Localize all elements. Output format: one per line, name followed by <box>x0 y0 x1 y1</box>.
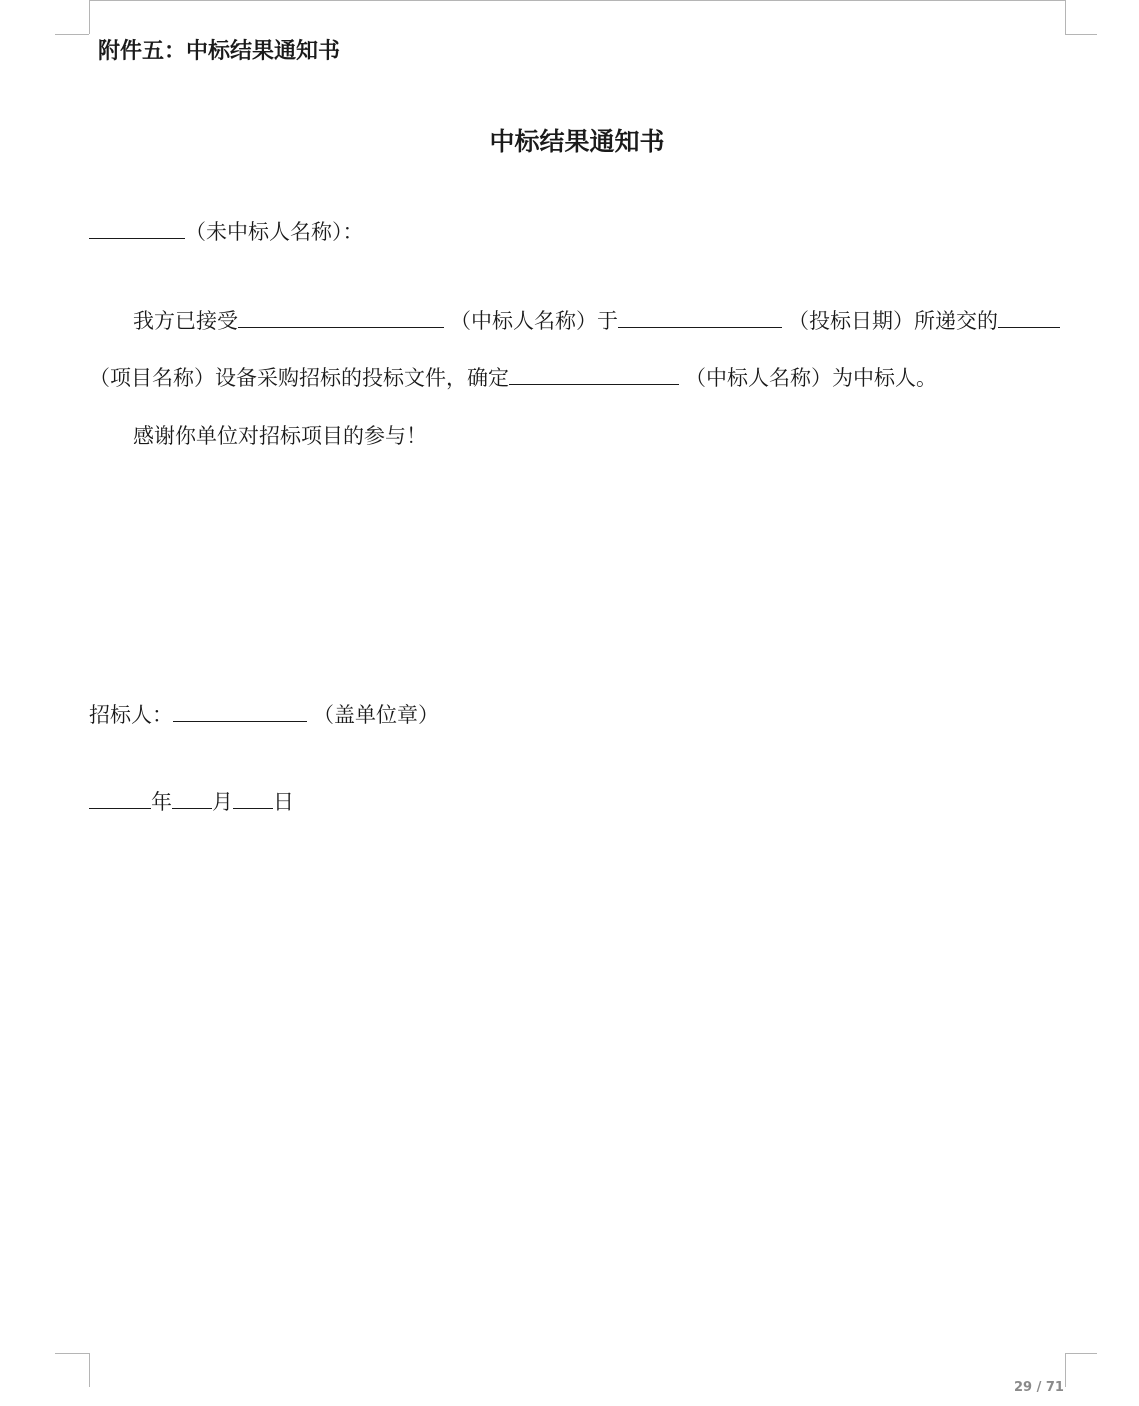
blank-winning-bidder[interactable] <box>238 305 444 328</box>
crop-mark-top-right-h <box>1065 34 1097 35</box>
p2-text-2: （中标人名称）为中标人。 <box>685 366 937 390</box>
crop-mark-bottom-left-h <box>55 1353 89 1354</box>
p2-text-1: （项目名称）设备采购招标的投标文件，确定 <box>89 366 509 390</box>
signature-label: 招标人： <box>89 703 173 727</box>
p1-text-2: （中标人名称）于 <box>450 309 618 333</box>
salutation-label: （未中标人名称）： <box>185 220 364 244</box>
date-line <box>89 786 294 817</box>
blank-winning-bidder-confirm[interactable] <box>509 362 679 385</box>
crop-mark-top-right <box>1065 0 1066 34</box>
thanks-line: 感谢你单位对招标项目的参与！ <box>133 424 427 448</box>
crop-mark-top-left-h <box>55 34 89 35</box>
page-number: 29 / 71 <box>1014 1380 1064 1395</box>
blank-bid-date[interactable] <box>618 305 782 328</box>
blank-month[interactable] <box>172 786 212 809</box>
blank-tenderer[interactable] <box>173 699 307 722</box>
crop-mark-bottom-right <box>1065 1353 1066 1387</box>
blank-project-name[interactable] <box>998 305 1060 328</box>
blank-day[interactable] <box>233 786 273 809</box>
seal-label: （盖单位章） <box>313 703 439 727</box>
day-label: 日 <box>273 790 294 814</box>
attachment-heading: 附件五：中标结果通知书 <box>98 38 341 64</box>
p1-text-3: （投标日期）所递交的 <box>788 309 998 333</box>
crop-mark-bottom-right-h <box>1065 1353 1097 1354</box>
salutation-line <box>89 216 364 247</box>
document-title: 中标结果通知书 <box>489 127 665 156</box>
month-label: 月 <box>212 790 233 814</box>
blank-unsuccessful-bidder[interactable] <box>89 216 185 239</box>
p1-text-1: 我方已接受 <box>133 309 238 333</box>
blank-year[interactable] <box>89 786 151 809</box>
crop-mark-top-line <box>89 0 1065 1</box>
paragraph-1 <box>133 305 1060 336</box>
signature-line <box>89 699 439 730</box>
crop-mark-bottom-left <box>89 1353 90 1387</box>
crop-mark-top-left <box>89 0 90 34</box>
paragraph-2 <box>89 362 937 393</box>
year-label: 年 <box>151 790 172 814</box>
